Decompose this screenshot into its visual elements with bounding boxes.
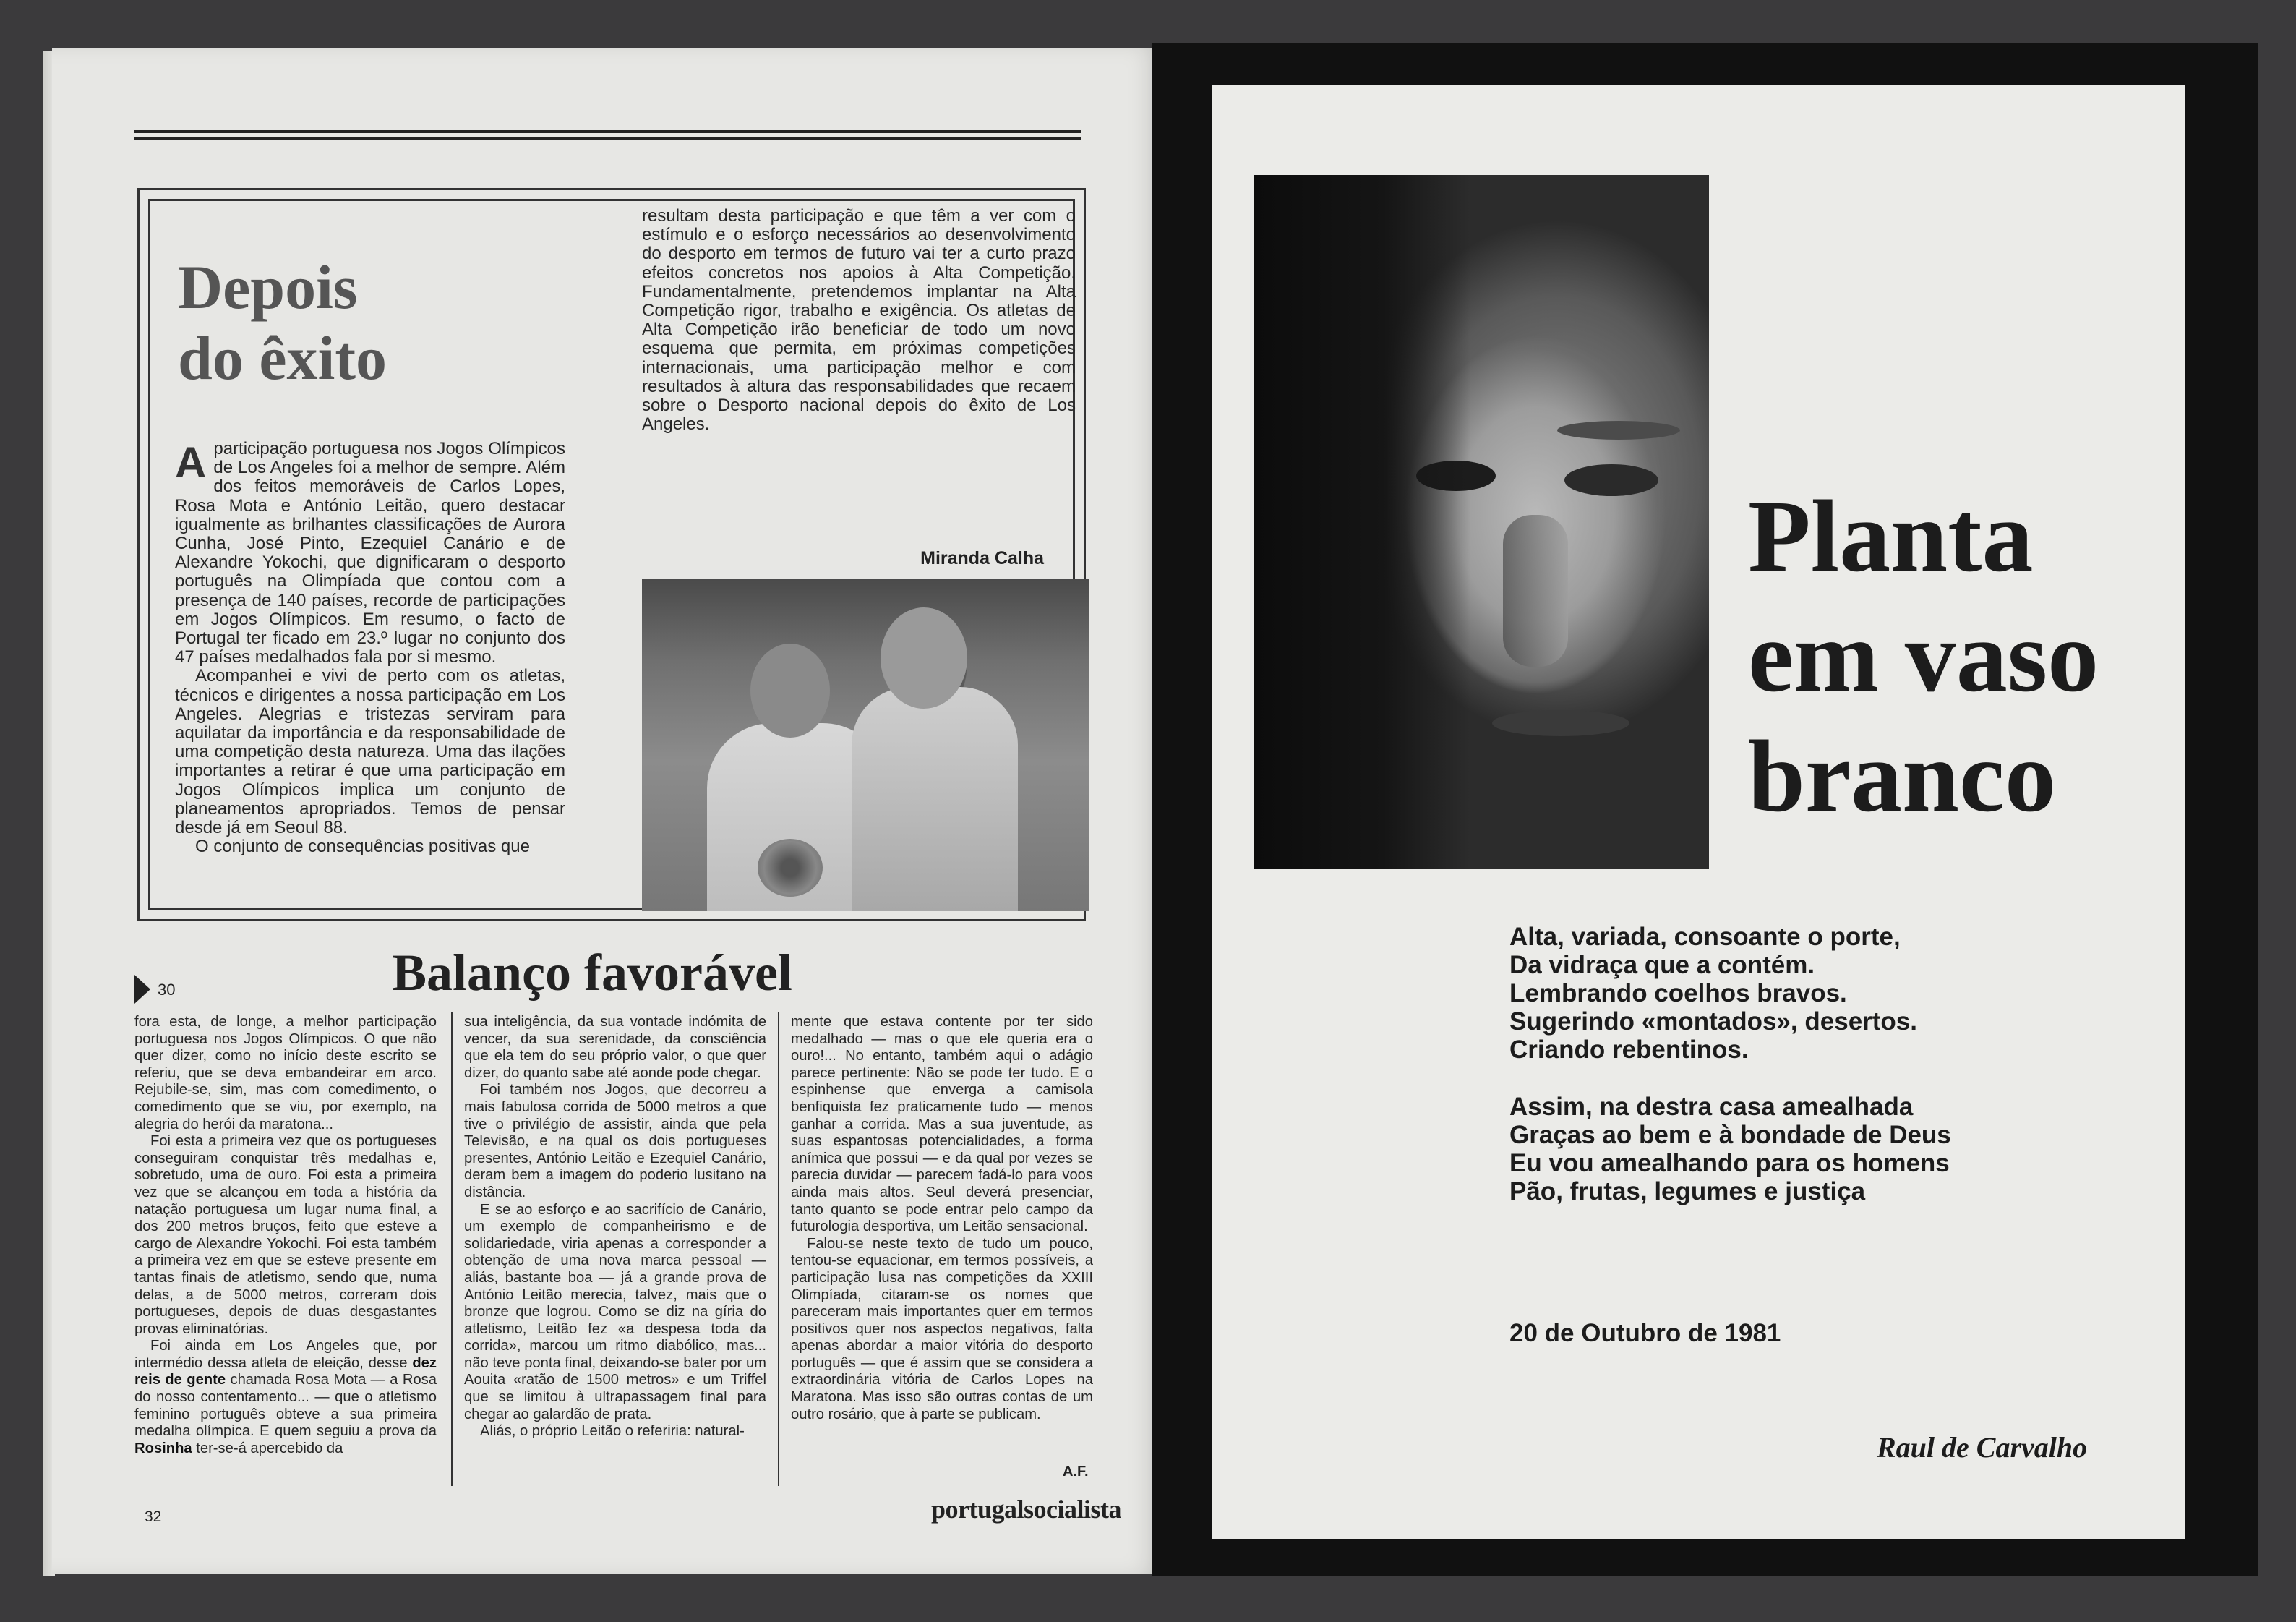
paragraph: mente que estava contente por ter sido medalhado — mas o que ele queria era o ouro!... No entanto, também aqui o adágio parece pertinente: Não se pode ter tudo. E o espinhense que enverga a camisola benfiquista fez praticamente tudo — menos ganhar a corrida. Mas a sua juventude, as suas espantosas potencialidades, a forma anímica que possui — e da qual por vezes se parecia duvidar — parecem fadá-lo para voos ainda mais altos. Seul deverá presenciar, tanto quanto se pode entrar pelo campo da futurologia desportiva, um Leitão sensacional. <box>791 1014 1093 1235</box>
paragraph: Acompanhei e vivi de perto com os atletas, técnicos e dirigentes a nossa participação em Los Angeles. Alegrias e tristezas serviram para aquilatar da importância e da responsabilidade de uma competição desta natureza. Uma das ilações importantes a retirar é que uma participação em Jogos Olímpicos implica um conjunto de planeamentos apropriados. Temos de pensar desde já em Seoul 88. <box>175 666 565 838</box>
poet-portrait-photo <box>1254 175 1709 869</box>
left-page <box>52 48 1165 1574</box>
athletes-photo <box>642 579 1089 911</box>
paragraph: sua inteligência, da sua vontade indómita de vencer, da sua serenidade, da consciência que ela tem do seu próprio valor, o que quer dizer, do quanto sabe até aonde pode chegar. <box>464 1014 766 1081</box>
arrow-marker-icon <box>134 975 150 1004</box>
paragraph: O conjunto de consequências positivas que <box>195 837 530 857</box>
photo-figure-man <box>852 687 1018 911</box>
column-divider <box>451 1012 453 1486</box>
portrait-shading <box>1557 421 1680 440</box>
poem-line: Criando rebentinos. <box>1509 1036 1749 1064</box>
poem-line: Graças ao bem e à bondade de Deus <box>1509 1121 1951 1149</box>
top-double-rule <box>134 130 1081 140</box>
paragraph: resultam desta participação e que têm a ver com o estímulo e o esforço necessários ao desenvolvimento do desporto em termos de futuro vai ter a curto prazo efeitos concretos nos apoios à Alta Competição. Fundamentalmente, pretendemos implantar na Alta Competição rigor, trabalho e exigência. Os atletas de Alta Competição irão beneficiar de todo um novo esquema que permita, em próximas competições internacionais, uma participação melhor e com resultados à altura das responsabilidades que recaem sobre o Desporto nacional depois do êxito de Los Angeles. <box>642 206 1076 435</box>
poem-line: Da vidraça que a contém. <box>1509 951 1815 979</box>
paragraph: Aliás, o próprio Leitão o referiria: natural- <box>480 1423 745 1440</box>
article-column-3 <box>791 1014 1093 1423</box>
boxed-article-inner-frame <box>148 199 1075 910</box>
photo-flowers <box>758 839 823 897</box>
paragraph: Foi também nos Jogos, que decorreu a mais fabulosa corrida de 5000 metros a que tive o privilégio de assistir, ainda que pela Televisão, e na qual os dois portugueses presentes, António Leitão e Ezequiel Canário, deram bem a imagem do poderio lusitano na distância. <box>464 1082 766 1200</box>
poem-line: Alta, variada, consoante o porte, <box>1509 923 1901 951</box>
drop-cap: A <box>175 438 207 487</box>
paragraph: Aparticipação portuguesa nos Jogos Olímpicos de Los Angeles foi a melhor de sempre. Além dos feitos memoráveis de Carlos Lopes, Rosa Mota e António Leitão, quero destacar igualmente as brilhantes classificações de Aurora Cunha, José Pinto, Ezequiel Canário e de Alexandre Yokochi, que dignificaram o desporto português na Olimpíada que contou com a presença de 140 países, recorde de participações em Jogos Olímpicos. Em resumo, o facto de Portugal ter ficado em 23.º lugar no conjunto dos 47 países medalhados fala por si mesmo. <box>175 438 565 667</box>
byline: Miranda Calha <box>920 548 1044 568</box>
photo-head <box>881 607 967 709</box>
portrait-shadow <box>1254 175 1470 869</box>
masthead-logo: portugalsocialista <box>931 1495 1122 1524</box>
page-number: 32 <box>145 1508 162 1525</box>
paragraph: fora esta, de longe, a melhor participação portuguesa nos Jogos Olímpicos. O que não quer dizer, como no início deste escrito se referiu, que se deva embandeirar em arco. Rejubile-se, sim, mas com comedimento, o comedimento que se viu, por exemplo, na alegria do herói da maratona... <box>134 1014 437 1132</box>
photo-head <box>750 644 830 738</box>
right-page-content <box>1212 85 2185 1539</box>
paragraph: E se ao esforço e ao sacrifício de Canário, um exemplo de companheirismo e de solidariedade, viria apenas a corresponder a obtenção de uma nova marca pessoal — aliás, bastante boa — já a grande prova de António Leitão merecia, talvez, mais que o bronze que logrou. Como se diz na gíria do atletismo, Leitão fez «a despesa toda da corrida», marcou um ritmo diabólico, mas... não teve ponta final, deixando-se bater por um Aouita «ratão de 1500 metros» e um Triffel que se limitou à ultrapassagem final para chegar ao galardão de prata. <box>464 1201 766 1422</box>
poem-date: 20 de Outubro de 1981 <box>1509 1319 1781 1347</box>
poem-body <box>1509 923 1951 1234</box>
boxed-article-column-2 <box>642 207 1076 434</box>
poem-stanza-1 <box>1509 923 1951 1064</box>
poem-line: Eu vou amealhando para os homens <box>1509 1149 1950 1177</box>
boxed-article-column-1 <box>175 440 565 856</box>
article-signature: A.F. <box>1063 1464 1089 1480</box>
boxed-article-title: Depois do êxito <box>178 252 387 393</box>
paragraph: Foi ainda em Los Angeles que, por intermédio dessa atleta de eleição, desse dez reis de gente chamada Rosa Mota — a Rosa do nosso contentamento... — que o atletismo feminino português obteve a sua primeira medalha olímpica. E quem seguiu a prova da Rosinha ter-se-á apercebido da <box>134 1338 437 1456</box>
poem-author: Raul de Carvalho <box>1877 1431 2088 1464</box>
poem-line: Lembrando coelhos bravos. <box>1509 979 1847 1007</box>
poem-line: Pão, frutas, legumes e justiça <box>1509 1177 1866 1205</box>
poem-line: Assim, na destra casa amealhada <box>1509 1093 1914 1121</box>
column-divider <box>778 1012 779 1486</box>
article-column-2 <box>464 1014 766 1440</box>
article-title: Balanço favorável <box>392 944 792 1002</box>
poem-title: Planta em vaso branco <box>1748 479 2099 833</box>
article-column-1 <box>134 1014 437 1457</box>
portrait-shading <box>1564 464 1658 496</box>
poem-stanza-2 <box>1509 1093 1951 1205</box>
poem-line: Sugerindo «montados», desertos. <box>1509 1007 1917 1036</box>
page-reference: 30 <box>158 981 176 999</box>
right-page <box>1152 43 2258 1576</box>
paragraph: Falou-se neste texto de tudo um pouco, tentou-se equacionar, em termos possíveis, a participação lusa nas competições da XXIII Olimpíada, citaram-se os nomes que pareceram mais importantes quer em termos positivos quer nos aspectos negativos, falta apenas abordar a maior vitória do desporto português — que é assim que se considera a extraordinária vitória de Carlos Lopes na Maratona. Mas isso são outras contas de um outro rosário, que à parte se publicam. <box>791 1235 1093 1422</box>
portrait-shading <box>1503 515 1568 667</box>
paragraph: Foi esta a primeira vez que os portugueses conseguiram conquistar três medalhas e, sobretudo, uma de ouro. Foi esta a primeira vez que se alcançou em toda a história da natação portuguesa um lugar numa final, a dos 200 metros bruços, feito que esteve a cargo de Alexandre Yokochi. Foi esta também a primeira vez em que se esteve presente em tantas finais de atletismo, sendo que, numa delas, a de 5000 metros, correram dois portugueses, depois de duas desgastantes provas eliminatórias. <box>134 1133 437 1337</box>
boxed-article <box>137 188 1086 921</box>
portrait-shading <box>1492 710 1629 736</box>
